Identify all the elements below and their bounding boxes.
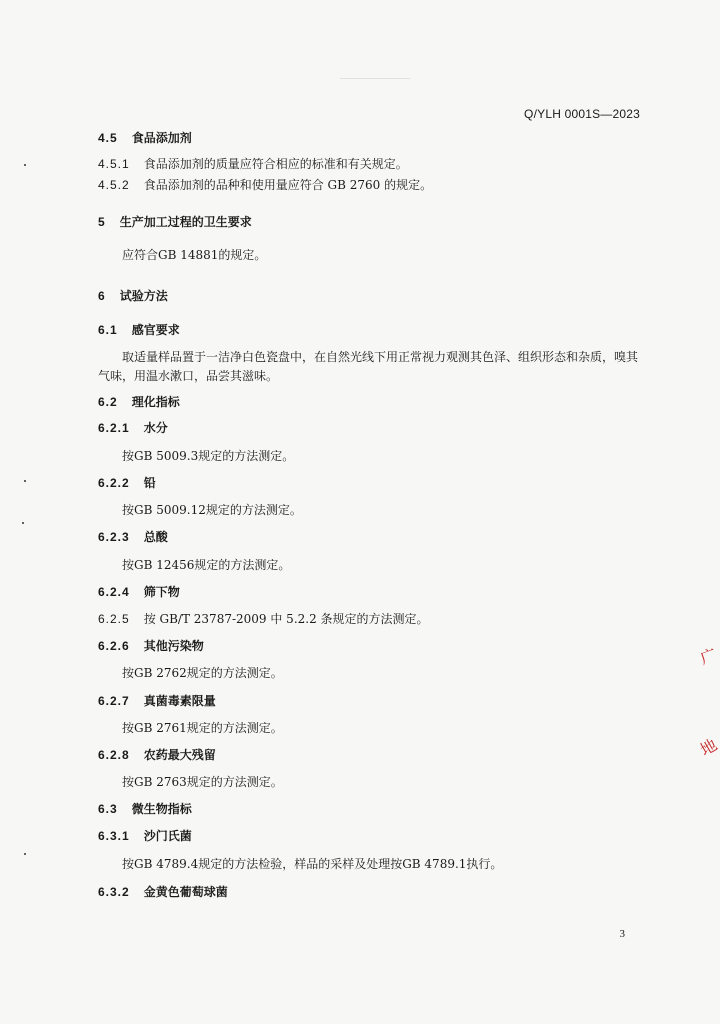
red-stamp-fragment: 地 [696, 735, 720, 760]
section-6-2-3-text: 按GB 12456规定的方法测定。 [122, 558, 291, 572]
section-6-2-7-text: 按GB 2761规定的方法测定。 [122, 721, 283, 735]
section-6-2-4: 6.2.4 筛下物 [98, 585, 180, 599]
section-5: 5 生产加工过程的卫生要求 [98, 215, 252, 229]
section-6-2-2: 6.2.2 铅 [98, 476, 156, 490]
section-6-2-3: 6.2.3 总酸 [98, 530, 168, 544]
scan-speck [24, 480, 26, 482]
red-stamp-fragment: 广 [697, 644, 720, 669]
section-4-5: 4.5 食品添加剂 [98, 131, 192, 145]
page-number: 3 [619, 928, 625, 940]
document-code: Q/YLH 0001S—2023 [524, 107, 640, 121]
section-6-3-1: 6.3.1 沙门氏菌 [98, 829, 192, 843]
section-6-3-1-text: 按GB 4789.4规定的方法检验，样品的采样及处理按GB 4789.1执行。 [122, 857, 503, 871]
section-6-2-5: 6.2.5 按 GB/T 23787-2009 中 5.2.2 条规定的方法测定。 [98, 612, 429, 626]
section-6-2-2-text: 按GB 5009.12规定的方法测定。 [122, 503, 302, 517]
section-6-2-8: 6.2.8 农药最大残留 [98, 748, 216, 762]
section-6-3: 6.3 微生物指标 [98, 802, 192, 816]
section-6-2-7: 6.2.7 真菌毒素限量 [98, 694, 216, 708]
scan-speck [24, 853, 26, 855]
section-6-2-8-text: 按GB 2763规定的方法测定。 [122, 775, 283, 789]
section-6-2-1-text: 按GB 5009.3规定的方法测定。 [122, 449, 295, 463]
scan-speck [22, 522, 24, 524]
section-6-2-6: 6.2.6 其他污染物 [98, 639, 204, 653]
section-6-2-6-text: 按GB 2762规定的方法测定。 [122, 666, 283, 680]
top-rule [340, 78, 410, 79]
section-4-5-2: 4.5.2 食品添加剂的品种和使用量应符合 GB 2760 的规定。 [98, 178, 433, 192]
section-6-2: 6.2 理化指标 [98, 395, 180, 409]
section-6-1-text-line1: 取适量样品置于一洁净白色瓷盘中，在自然光线下用正常视力观测其色泽、组织形态和杂质，嗅其 [122, 350, 639, 364]
section-6-3-2: 6.3.2 金黄色葡萄球菌 [98, 885, 228, 899]
section-6-2-1: 6.2.1 水分 [98, 421, 168, 435]
section-6-1: 6.1 感官要求 [98, 323, 180, 337]
section-4-5-1: 4.5.1 食品添加剂的质量应符合相应的标准和有关规定。 [98, 157, 408, 171]
section-6-1-text-line2: 气味，用温水漱口，品尝其滋味。 [98, 369, 279, 383]
scan-speck [24, 164, 26, 166]
section-5-text: 应符合GB 14881的规定。 [122, 248, 267, 262]
section-6: 6 试验方法 [98, 289, 168, 303]
